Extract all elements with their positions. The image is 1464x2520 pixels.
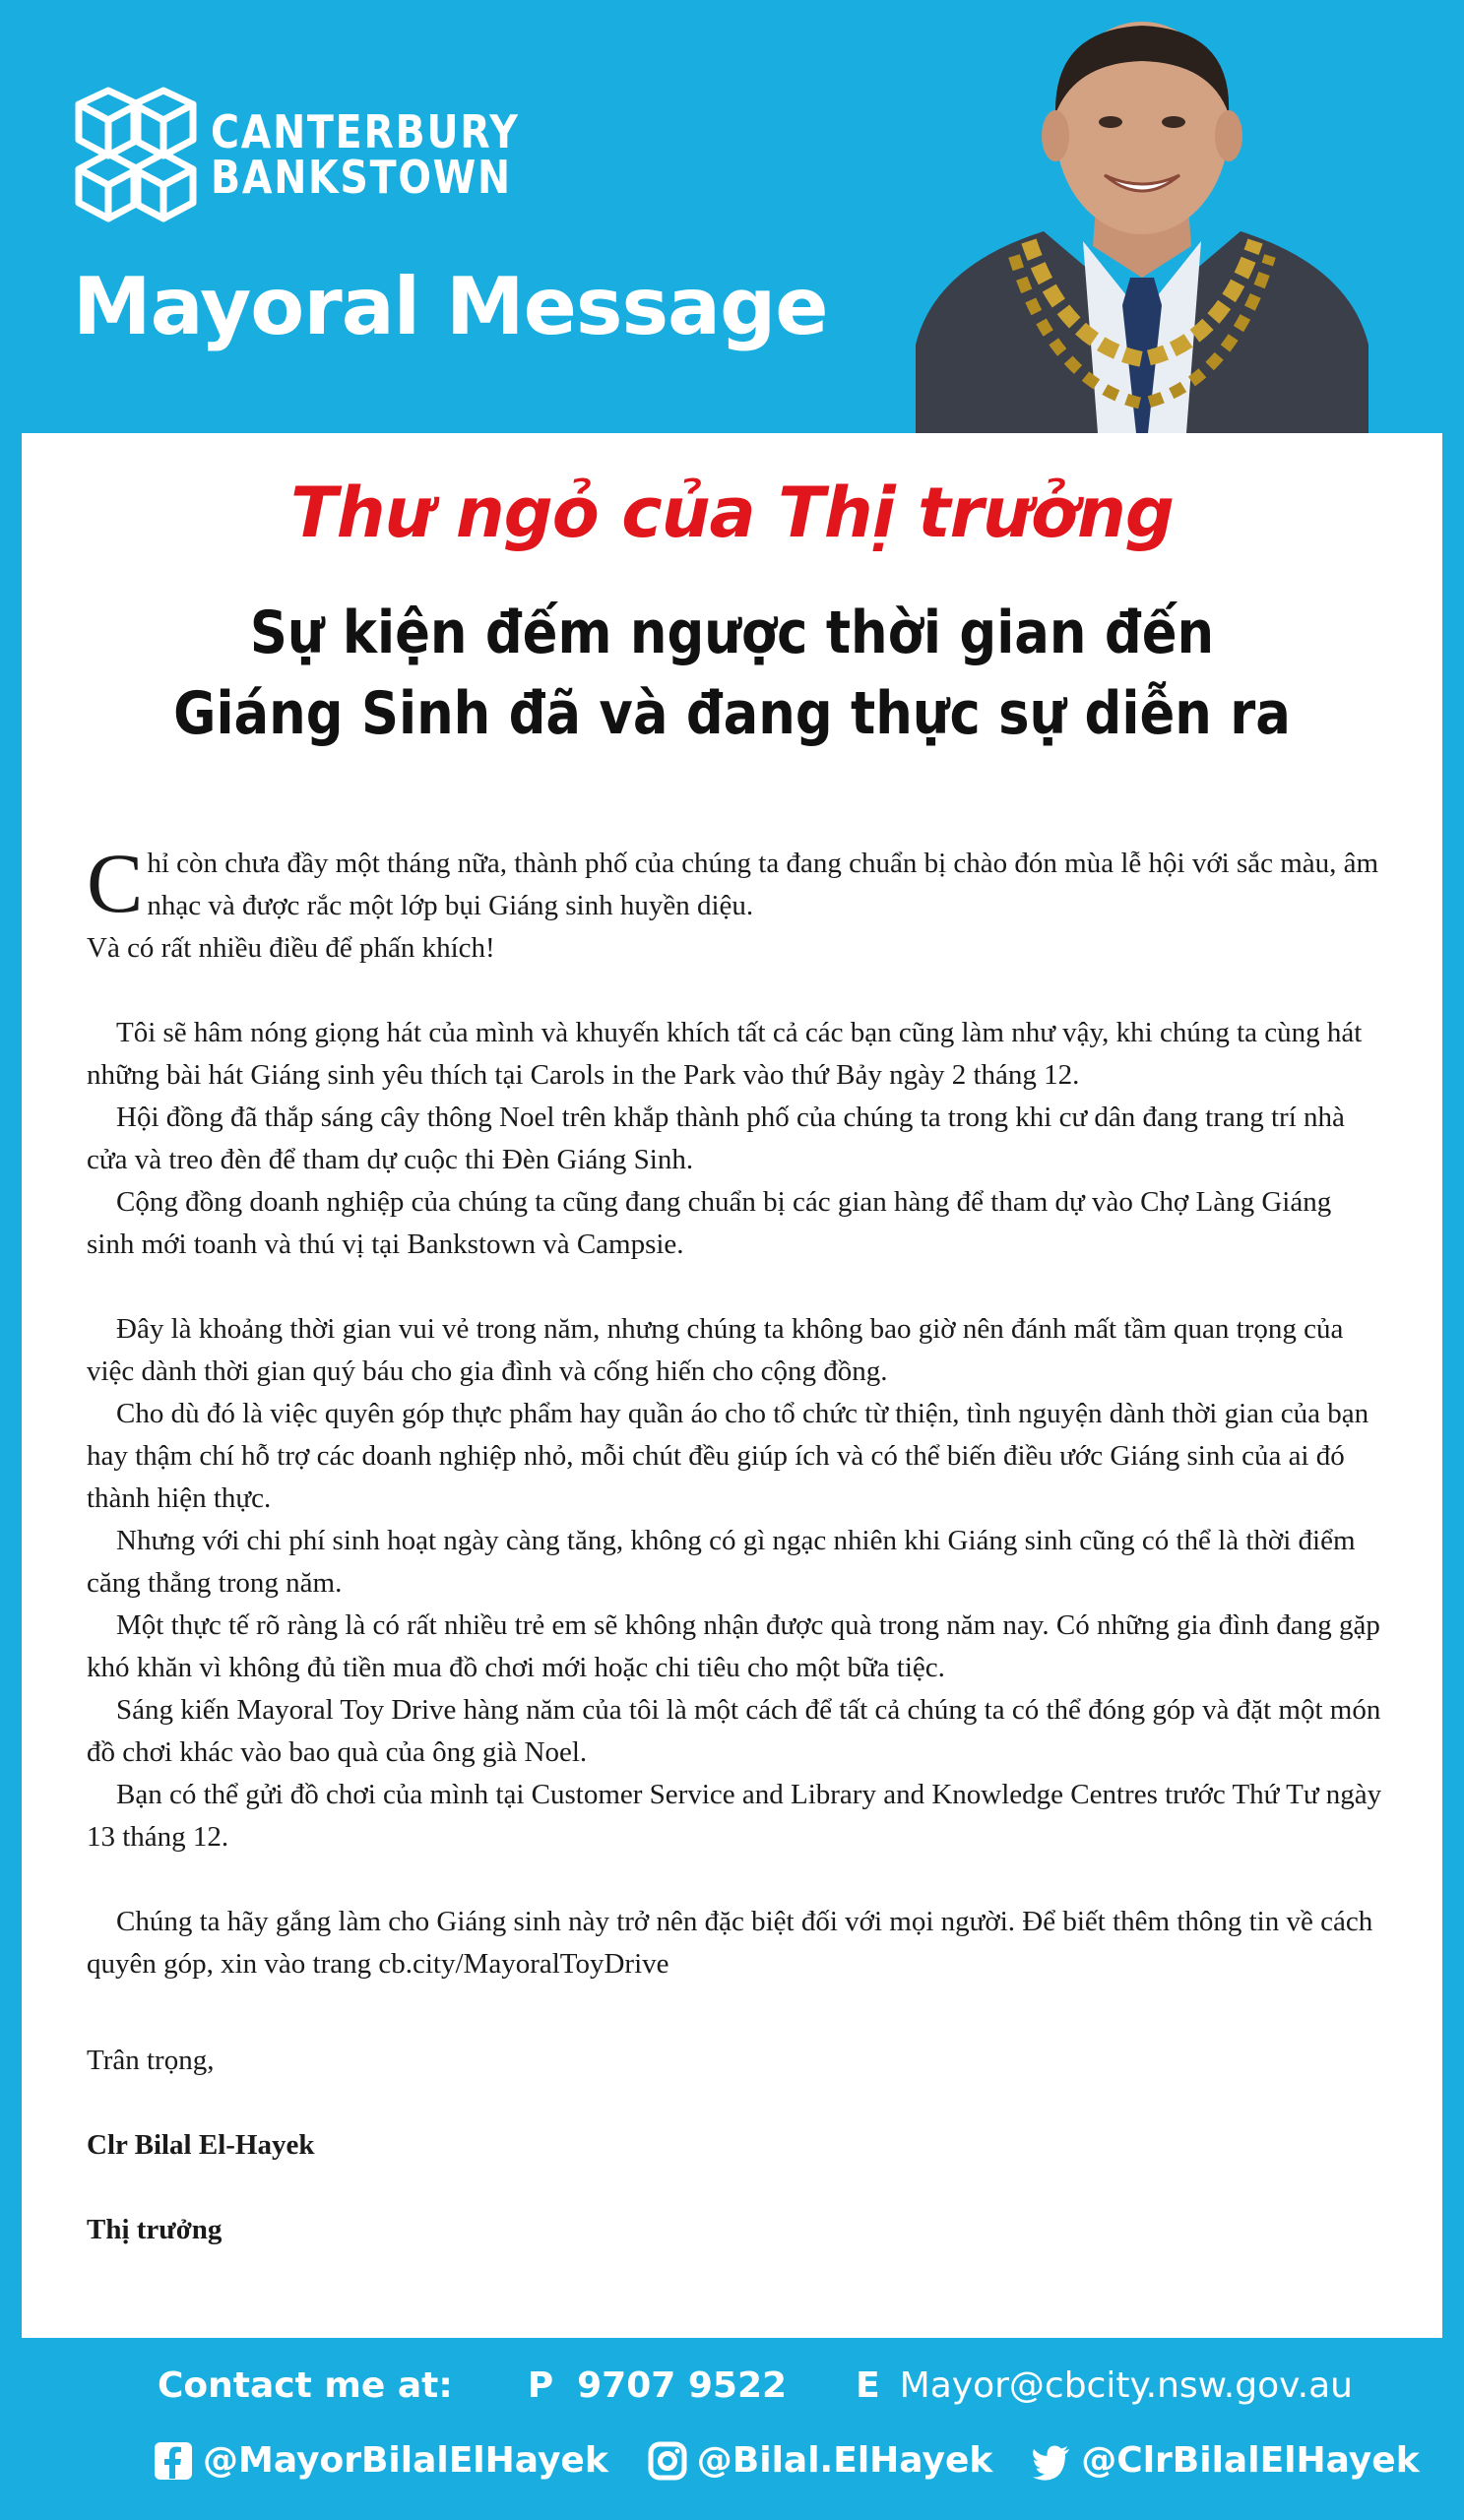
drop-cap: C — [87, 836, 144, 930]
paragraph-12: Chúng ta hãy gắng làm cho Giáng sinh này trở nên đặc biệt đối với mọi người. Để biết thêm thông tin về cách quyên góp, xin vào trang cb.city/MayoralToyDrive — [87, 1906, 1373, 1980]
contact-footer — [0, 2338, 1464, 2520]
signature-title: Thị trưởng — [87, 2214, 223, 2245]
contact-label: Contact me at: — [158, 2365, 453, 2406]
paragraph-1 — [87, 836, 1384, 930]
paragraph-1-text: hỉ còn chưa đầy một tháng nữa, thành phố của chúng ta đang chuẩn bị chào đón mùa lễ hội với sắc màu, âm nhạc và được rắc một lớp bụi Giáng sinh huyền diệu. — [147, 848, 1379, 921]
vietnamese-title: Thư ngỏ của Thị trưởng — [290, 472, 1174, 553]
headline-line-2: Giáng Sinh đã và đang thực sự diễn ra — [173, 679, 1291, 748]
paragraph-4: Hội đồng đã thắp sáng cây thông Noel trên khắp thành phố của chúng ta trong khi cư dân đang trang trí nhà cửa và treo đèn để tham dự cuộc thi Đèn Giáng Sinh. — [87, 1102, 1345, 1175]
email-prefix: E — [856, 2365, 880, 2406]
header — [0, 0, 1464, 433]
logo — [73, 87, 570, 222]
instagram-icon[interactable] — [648, 2441, 687, 2481]
facebook-icon[interactable] — [154, 2441, 193, 2481]
facebook-handle[interactable]: @MayorBilalElHayek — [203, 2440, 608, 2481]
page-title: Mayoral Message — [73, 261, 828, 352]
twitter-handle[interactable]: @ClrBilalElHayek — [1081, 2440, 1420, 2481]
social-row — [154, 2440, 1420, 2481]
headline — [107, 593, 1358, 754]
mayor-portrait — [916, 20, 1369, 433]
paragraph-3: Tôi sẽ hâm nóng giọng hát của mình và khuyến khích tất cả các bạn cũng làm như vậy, khi chúng ta cùng hát những bài hát Giáng sinh yêu thích tại Carols in the Park vào thứ Bảy ngày 2 tháng 12. — [87, 1017, 1363, 1091]
logo-text — [211, 105, 520, 204]
phone-prefix: P — [527, 2365, 554, 2406]
paragraph-2: Và có rất nhiều điều để phấn khích! — [87, 932, 495, 964]
paragraph-10: Sáng kiến Mayoral Toy Drive hàng năm của tôi là một cách để tất cả chúng ta có thể đóng góp và đặt một món đồ chơi khác vào bao quà của ông già Noel. — [87, 1694, 1381, 1768]
contact-row — [158, 2365, 1353, 2406]
phone-number[interactable]: 9707 9522 — [577, 2365, 788, 2406]
paragraph-5: Cộng đồng doanh nghiệp của chúng ta cũng đang chuẩn bị các gian hàng để tham dự vào Chợ Làng Giáng sinh mới toanh và thú vị tại Bankstown và Campsie. — [87, 1186, 1332, 1260]
canterbury-bankstown-logo-icon — [73, 87, 199, 222]
paragraph-6: Đây là khoảng thời gian vui vẻ trong năm, nhưng chúng ta không bao giờ nên đánh mất tầm quan trọng của việc dành thời gian quý báu cho gia đình và cống hiến cho cộng đồng. — [87, 1313, 1344, 1387]
closing — [87, 2040, 314, 2294]
article-body — [87, 836, 1384, 1985]
letter-body — [22, 433, 1442, 2338]
paragraph-11: Bạn có thể gửi đồ chơi của mình tại Customer Service and Library and Knowledge Centres trước Thứ Tư ngày 13 tháng 12. — [87, 1779, 1382, 1853]
twitter-icon[interactable] — [1032, 2441, 1071, 2481]
paragraph-7: Cho dù đó là việc quyên góp thực phẩm hay quần áo cho tổ chức từ thiện, tình nguyện dành thời gian của bạn hay thậm chí hỗ trợ các doanh nghiệp nhỏ, mỗi chút đều giúp ích và có thể biến điều ước Giáng sinh của ai đó thành hiện thực. — [87, 1398, 1369, 1514]
logo-line-1: CANTERBURY — [211, 105, 520, 158]
sign-off: Trân trọng, — [87, 2045, 215, 2076]
instagram-handle[interactable]: @Bilal.ElHayek — [696, 2440, 993, 2481]
headline-line-1: Sự kiện đếm ngược thời gian đến — [249, 598, 1215, 667]
email-link[interactable]: Mayor@cbcity.nsw.gov.au — [899, 2365, 1353, 2406]
paragraph-9: Một thực tế rõ ràng là có rất nhiều trẻ em sẽ không nhận được quà trong năm nay. Có những gia đình đang gặp khó khăn vì không đủ tiền mua đồ chơi mới hoặc chi tiêu cho một bữa tiệc. — [87, 1609, 1380, 1683]
logo-line-2: BANKSTOWN — [211, 151, 512, 204]
signature-name: Clr Bilal El-Hayek — [87, 2129, 315, 2161]
paragraph-8: Nhưng với chi phí sinh hoạt ngày càng tăng, không có gì ngạc nhiên khi Giáng sinh cũng có thể là thời điểm căng thẳng trong năm. — [87, 1525, 1356, 1599]
